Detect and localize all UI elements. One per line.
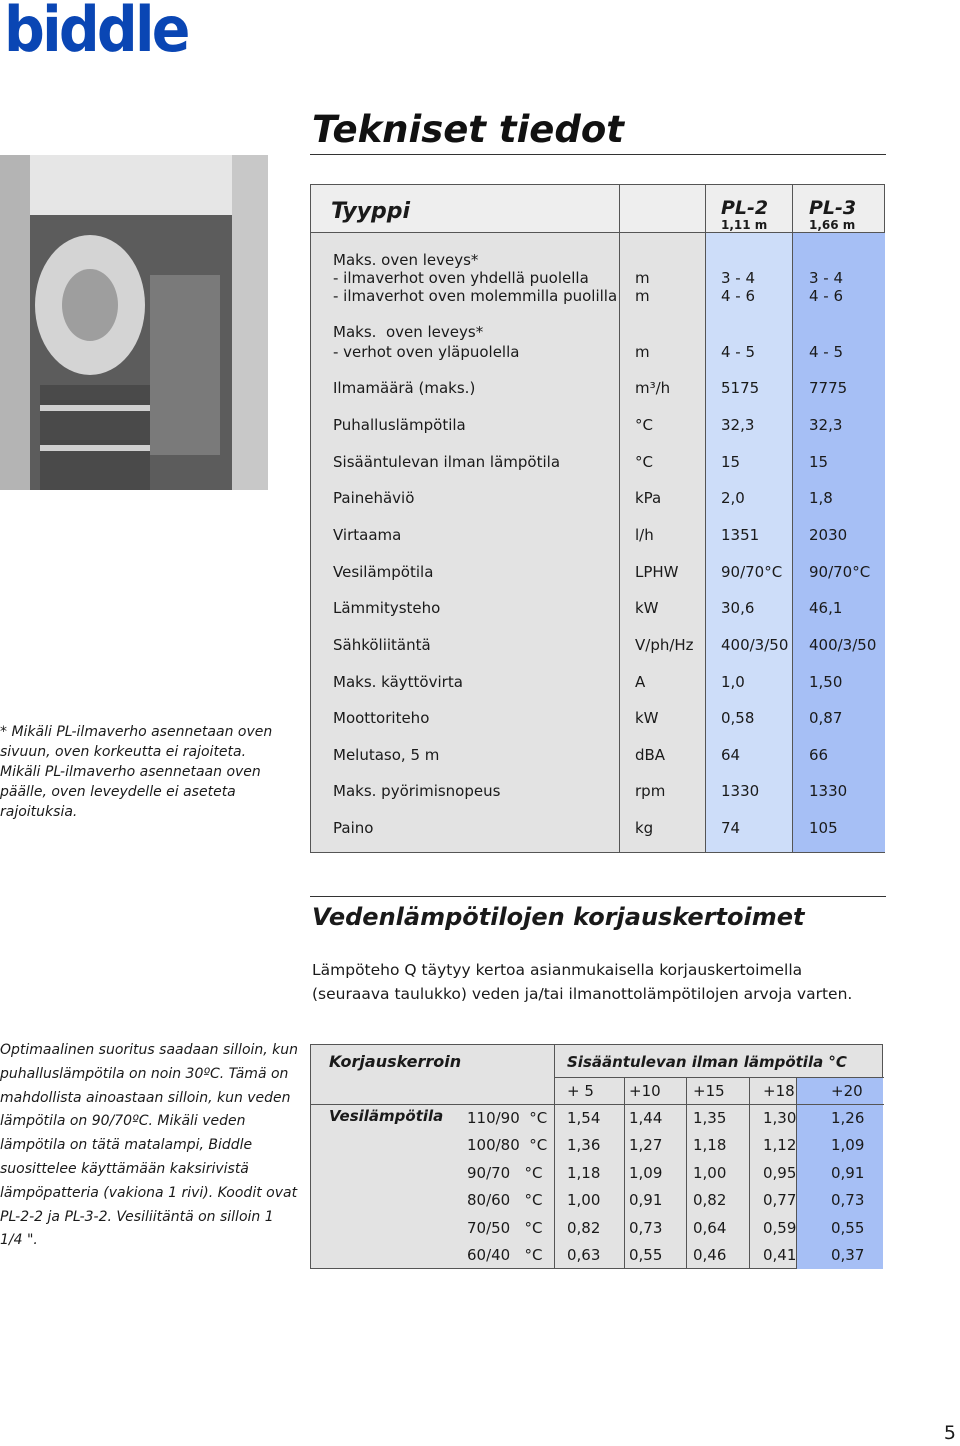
water-temp-label: 70/50 °C xyxy=(467,1218,543,1237)
correction-factor: 0,46 xyxy=(693,1246,727,1264)
corr-divider xyxy=(554,1045,555,1269)
correction-factor: 1,30 xyxy=(763,1109,797,1127)
spec-label: Melutaso, 5 m xyxy=(333,746,440,764)
spec-value-pl3: 400/3/50 xyxy=(809,636,877,654)
water-temp-label: 110/90 °C xyxy=(467,1109,548,1127)
spec-unit: kW xyxy=(635,709,659,727)
correction-factor: 0,55 xyxy=(629,1246,663,1264)
spec-value-pl2: 4 - 5 xyxy=(721,343,756,361)
water-temp-label: 80/60 °C xyxy=(467,1191,543,1210)
spec-unit: kW xyxy=(635,599,659,617)
spec-label: - ilmaverhot oven yhdellä puolella xyxy=(333,269,589,287)
corr-header-right: Sisääntulevan ilman lämpötila °C xyxy=(567,1053,847,1071)
spec-unit: m xyxy=(635,269,650,287)
correction-factor: 1,35 xyxy=(693,1109,727,1127)
correction-factor: 1,18 xyxy=(567,1163,601,1182)
spec-unit: °C xyxy=(635,416,653,434)
spec-value-pl2: 1,0 xyxy=(721,673,745,691)
spec-col-divider xyxy=(619,185,620,852)
spec-value-pl2: 90/70°C xyxy=(721,563,783,581)
spec-label: Painehäviö xyxy=(333,489,415,507)
spec-unit: rpm xyxy=(635,782,666,800)
spec-value-pl2: 4 - 6 xyxy=(721,287,756,305)
spec-value-pl3: 4 - 5 xyxy=(809,343,844,361)
correction-factor: 1,27 xyxy=(629,1136,663,1155)
correction-factor: 1,18 xyxy=(693,1136,727,1155)
spec-unit: LPHW xyxy=(635,563,679,581)
spec-unit: l/h xyxy=(635,526,654,544)
correction-factor: 0,95 xyxy=(763,1163,797,1182)
spec-unit: m xyxy=(635,343,650,361)
spec-value-pl3: 1,8 xyxy=(809,489,833,507)
correction-factor: 0,37 xyxy=(831,1246,865,1264)
correction-factor: 0,63 xyxy=(567,1246,601,1264)
spec-value-pl3: 105 xyxy=(809,819,838,837)
correction-factor: 0,91 xyxy=(831,1163,865,1182)
correction-factor: 1,09 xyxy=(629,1163,663,1182)
spec-unit: m xyxy=(635,287,650,305)
correction-factor: 1,00 xyxy=(693,1163,727,1182)
spec-label: Ilmamäärä (maks.) xyxy=(333,379,476,397)
spec-value-pl3: 2030 xyxy=(809,526,848,544)
air-temp-header: + 5 xyxy=(567,1082,594,1100)
spec-label: Sähköliitäntä xyxy=(333,636,431,654)
spec-value-pl2: 0,58 xyxy=(721,709,755,727)
page-title: Tekniset tiedot xyxy=(312,108,624,151)
spec-unit: A xyxy=(635,673,646,691)
spec-value-pl2: 64 xyxy=(721,746,741,764)
spec-unit: kPa xyxy=(635,489,662,507)
section-intro: Lämpöteho Q täytyy kertoa asianmukaisella korjauskertoimella (seuraava taulukko) veden ja/tai ilmanottolämpötilojen arvoja varten. xyxy=(312,961,853,1003)
correction-factor: 1,09 xyxy=(831,1136,865,1155)
correction-factor: 0,55 xyxy=(831,1218,865,1237)
spec-value-pl3: 90/70°C xyxy=(809,563,871,581)
spec-label: - verhot oven yläpuolella xyxy=(333,343,520,361)
spec-label: Maks. pyörimisnopeus xyxy=(333,782,501,800)
spec-label: Maks. oven leveys* xyxy=(333,251,479,269)
spec-label: Paino xyxy=(333,819,374,837)
correction-factor: 0,82 xyxy=(693,1191,727,1210)
spec-unit: dBA xyxy=(635,746,666,764)
correction-factor: 0,77 xyxy=(763,1191,797,1210)
spec-value-pl2: 74 xyxy=(721,819,741,837)
spec-label: Virtaama xyxy=(333,526,402,544)
spec-table xyxy=(310,184,885,853)
spec-value-pl2: 3 - 4 xyxy=(721,269,756,287)
spec-value-pl2: 2,0 xyxy=(721,489,745,507)
spec-value-pl2: 30,6 xyxy=(721,599,755,617)
model-pl2: PL-2 xyxy=(721,197,769,219)
spec-value-pl3: 0,87 xyxy=(809,709,843,727)
correction-table xyxy=(310,1044,883,1269)
title-rule xyxy=(310,154,886,155)
spec-unit: kg xyxy=(635,819,654,837)
corr-rule xyxy=(311,1104,884,1105)
spec-label: Vesilämpötila xyxy=(333,563,434,581)
spec-label: Moottoriteho xyxy=(333,709,430,727)
spec-value-pl3: 66 xyxy=(809,746,829,764)
spec-header xyxy=(311,185,884,233)
correction-factor: 0,82 xyxy=(567,1218,601,1237)
correction-factor: 1,36 xyxy=(567,1136,601,1155)
air-temp-header: +10 xyxy=(629,1082,661,1100)
water-temp-label: 90/70 °C xyxy=(467,1163,543,1182)
footnote-door-size: * Mikäli PL-ilmaverho asennetaan oven sivuun, oven korkeutta ei rajoiteta. Mikäli PL-ilmaverho asennetaan oven päälle, oven leveydelle ei aseteta rajoituksia. xyxy=(0,724,273,820)
corr-divider xyxy=(624,1077,625,1269)
correction-factor: 1,00 xyxy=(567,1191,601,1210)
correction-factor: 0,73 xyxy=(629,1218,663,1237)
spec-value-pl3: 1330 xyxy=(809,782,848,800)
correction-factor: 1,44 xyxy=(629,1109,663,1127)
correction-factor: 1,12 xyxy=(763,1136,797,1155)
spec-label: Lämmitysteho xyxy=(333,599,441,617)
spec-value-pl2: 1330 xyxy=(721,782,760,800)
spec-value-pl2: 5175 xyxy=(721,379,760,397)
correction-factor: 0,91 xyxy=(629,1191,663,1210)
model-pl3-width: 1,66 m xyxy=(809,218,856,232)
spec-value-pl2: 1351 xyxy=(721,526,760,544)
corr-row-label: Vesilämpötila xyxy=(329,1107,444,1125)
biddle-logo: biddle xyxy=(4,0,188,66)
spec-label: Sisääntulevan ilman lämpötila xyxy=(333,453,561,471)
spec-value-pl2: 15 xyxy=(721,453,741,471)
corr-divider xyxy=(686,1077,687,1269)
spec-value-pl3: 46,1 xyxy=(809,599,843,617)
spec-label: Maks. oven leveys* xyxy=(333,323,484,341)
spec-value-pl3: 32,3 xyxy=(809,416,843,434)
spec-unit: m³/h xyxy=(635,379,671,397)
corr-header-left: Korjauskerroin xyxy=(329,1052,462,1071)
spec-value-pl3: 1,50 xyxy=(809,673,843,691)
spec-col-divider xyxy=(792,185,793,852)
spec-label: Maks. käyttövirta xyxy=(333,673,463,691)
air-temp-header: +18 xyxy=(763,1082,795,1100)
water-temp-label: 60/40 °C xyxy=(467,1246,543,1264)
corr-divider xyxy=(749,1077,750,1269)
spec-value-pl3: 7775 xyxy=(809,379,848,397)
model-pl2-width: 1,11 m xyxy=(721,218,768,232)
water-temp-label: 100/80 °C xyxy=(467,1136,548,1155)
page-number: 5 xyxy=(943,1422,956,1444)
spec-label: Puhalluslämpötila xyxy=(333,416,466,434)
correction-factor: 1,26 xyxy=(831,1109,865,1127)
spec-value-pl3: 3 - 4 xyxy=(809,269,844,287)
model-pl3: PL-3 xyxy=(809,197,857,219)
section-rule xyxy=(310,896,886,897)
spec-unit: V/ph/Hz xyxy=(635,636,694,654)
spec-value-pl3: 4 - 6 xyxy=(809,287,844,305)
spec-value-pl2: 32,3 xyxy=(721,416,755,434)
spec-label: - ilmaverhot oven molemmilla puolilla xyxy=(333,287,618,305)
correction-factor: 0,59 xyxy=(763,1218,797,1237)
air-curtain-photo xyxy=(0,155,268,490)
correction-factor: 1,54 xyxy=(567,1109,601,1127)
type-label: Tyyppi xyxy=(331,199,411,224)
correction-factor: 0,64 xyxy=(693,1218,727,1237)
correction-factor: 0,41 xyxy=(763,1246,797,1264)
note-performance: Optimaalinen suoritus saadaan silloin, kun puhalluslämpötila on noin 30ºC. Tämä on mahdollista ainoastaan silloin, kun veden lämpötila on 90/70ºC. Mikäli veden lämpötila on tätä matalampi, Biddle suosittelee käyttämään kaksirivistä lämpöpatteria (vakiona 1 rivi). Koodit ovat PL-2-2 ja PL-3-2. Vesiliitäntä on silloin 1 1/4 ". xyxy=(0,1042,299,1249)
spec-unit: °C xyxy=(635,453,653,471)
spec-col-divider xyxy=(705,185,706,852)
spec-value-pl2: 400/3/50 xyxy=(721,636,789,654)
air-temp-header: +15 xyxy=(693,1082,725,1100)
correction-factor: 0,73 xyxy=(831,1191,865,1210)
section-title: Vedenlämpötilojen korjauskertoimet xyxy=(312,903,805,931)
spec-value-pl3: 15 xyxy=(809,453,829,471)
corr-rule xyxy=(554,1077,884,1078)
air-temp-header: +20 xyxy=(831,1082,863,1100)
